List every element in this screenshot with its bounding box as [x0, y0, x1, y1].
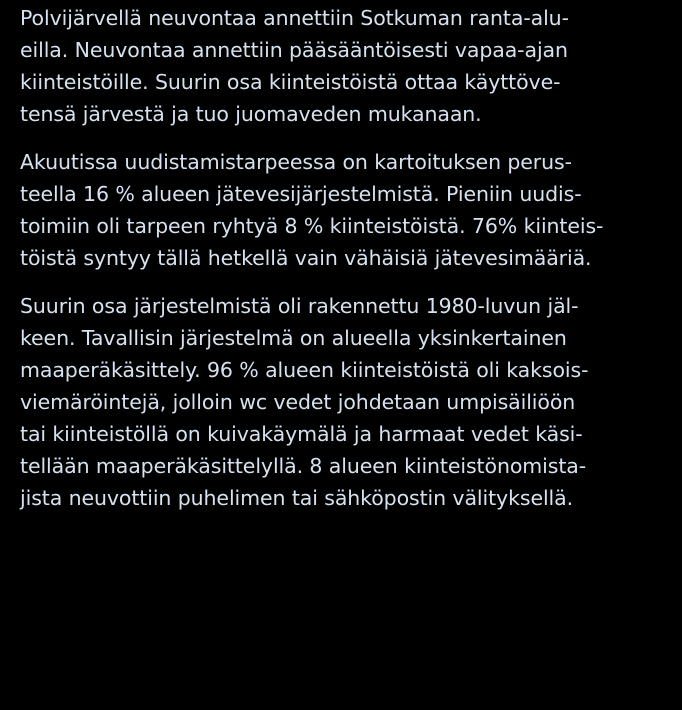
text-line: tensä järvestä ja tuo juomaveden mukanaan. [20, 102, 482, 126]
text-line: eilla. Neuvontaa annettiin pääsääntöisesti vapaa-ajan [20, 38, 568, 62]
paragraph-3 [20, 290, 670, 514]
text-line: maaperäkäsittely. 96 % alueen kiinteistöistä oli kaksois- [20, 358, 589, 382]
text-line: teella 16 % alueen jätevesijärjestelmistä. Pieniin uudis- [20, 182, 582, 206]
text-line: Suurin osa järjestelmistä oli rakennettu 1980-luvun jäl- [20, 294, 579, 318]
text-line: toimiin oli tarpeen ryhtyä 8 % kiinteistöistä. 76% kiinteis- [20, 214, 604, 238]
text-line: tellään maaperäkäsittelyllä. 8 alueen kiinteistönomista- [20, 454, 587, 478]
text-line: Akuutissa uudistamistarpeessa on kartoituksen perus- [20, 150, 572, 174]
text-line: Polvijärvellä neuvontaa annettiin Sotkuman ranta-alu- [20, 6, 569, 30]
text-line: kiinteistöille. Suurin osa kiinteistöistä ottaa käyttöve- [20, 70, 561, 94]
text-line: töistä syntyy tällä hetkellä vain vähäisiä jätevesimääriä. [20, 246, 592, 270]
text-line: viemäröintejä, jolloin wc vedet johdetaan umpisäiliöön [20, 390, 576, 414]
paragraph-2 [20, 146, 670, 274]
paragraph-1 [20, 2, 670, 130]
document-text [20, 2, 670, 530]
text-line: tai kiinteistöllä on kuivakäymälä ja harmaat vedet käsi- [20, 422, 583, 446]
text-line: jista neuvottiin puhelimen tai sähköpostin välityksellä. [20, 486, 574, 510]
text-line: keen. Tavallisin järjestelmä on alueella yksinkertainen [20, 326, 567, 350]
